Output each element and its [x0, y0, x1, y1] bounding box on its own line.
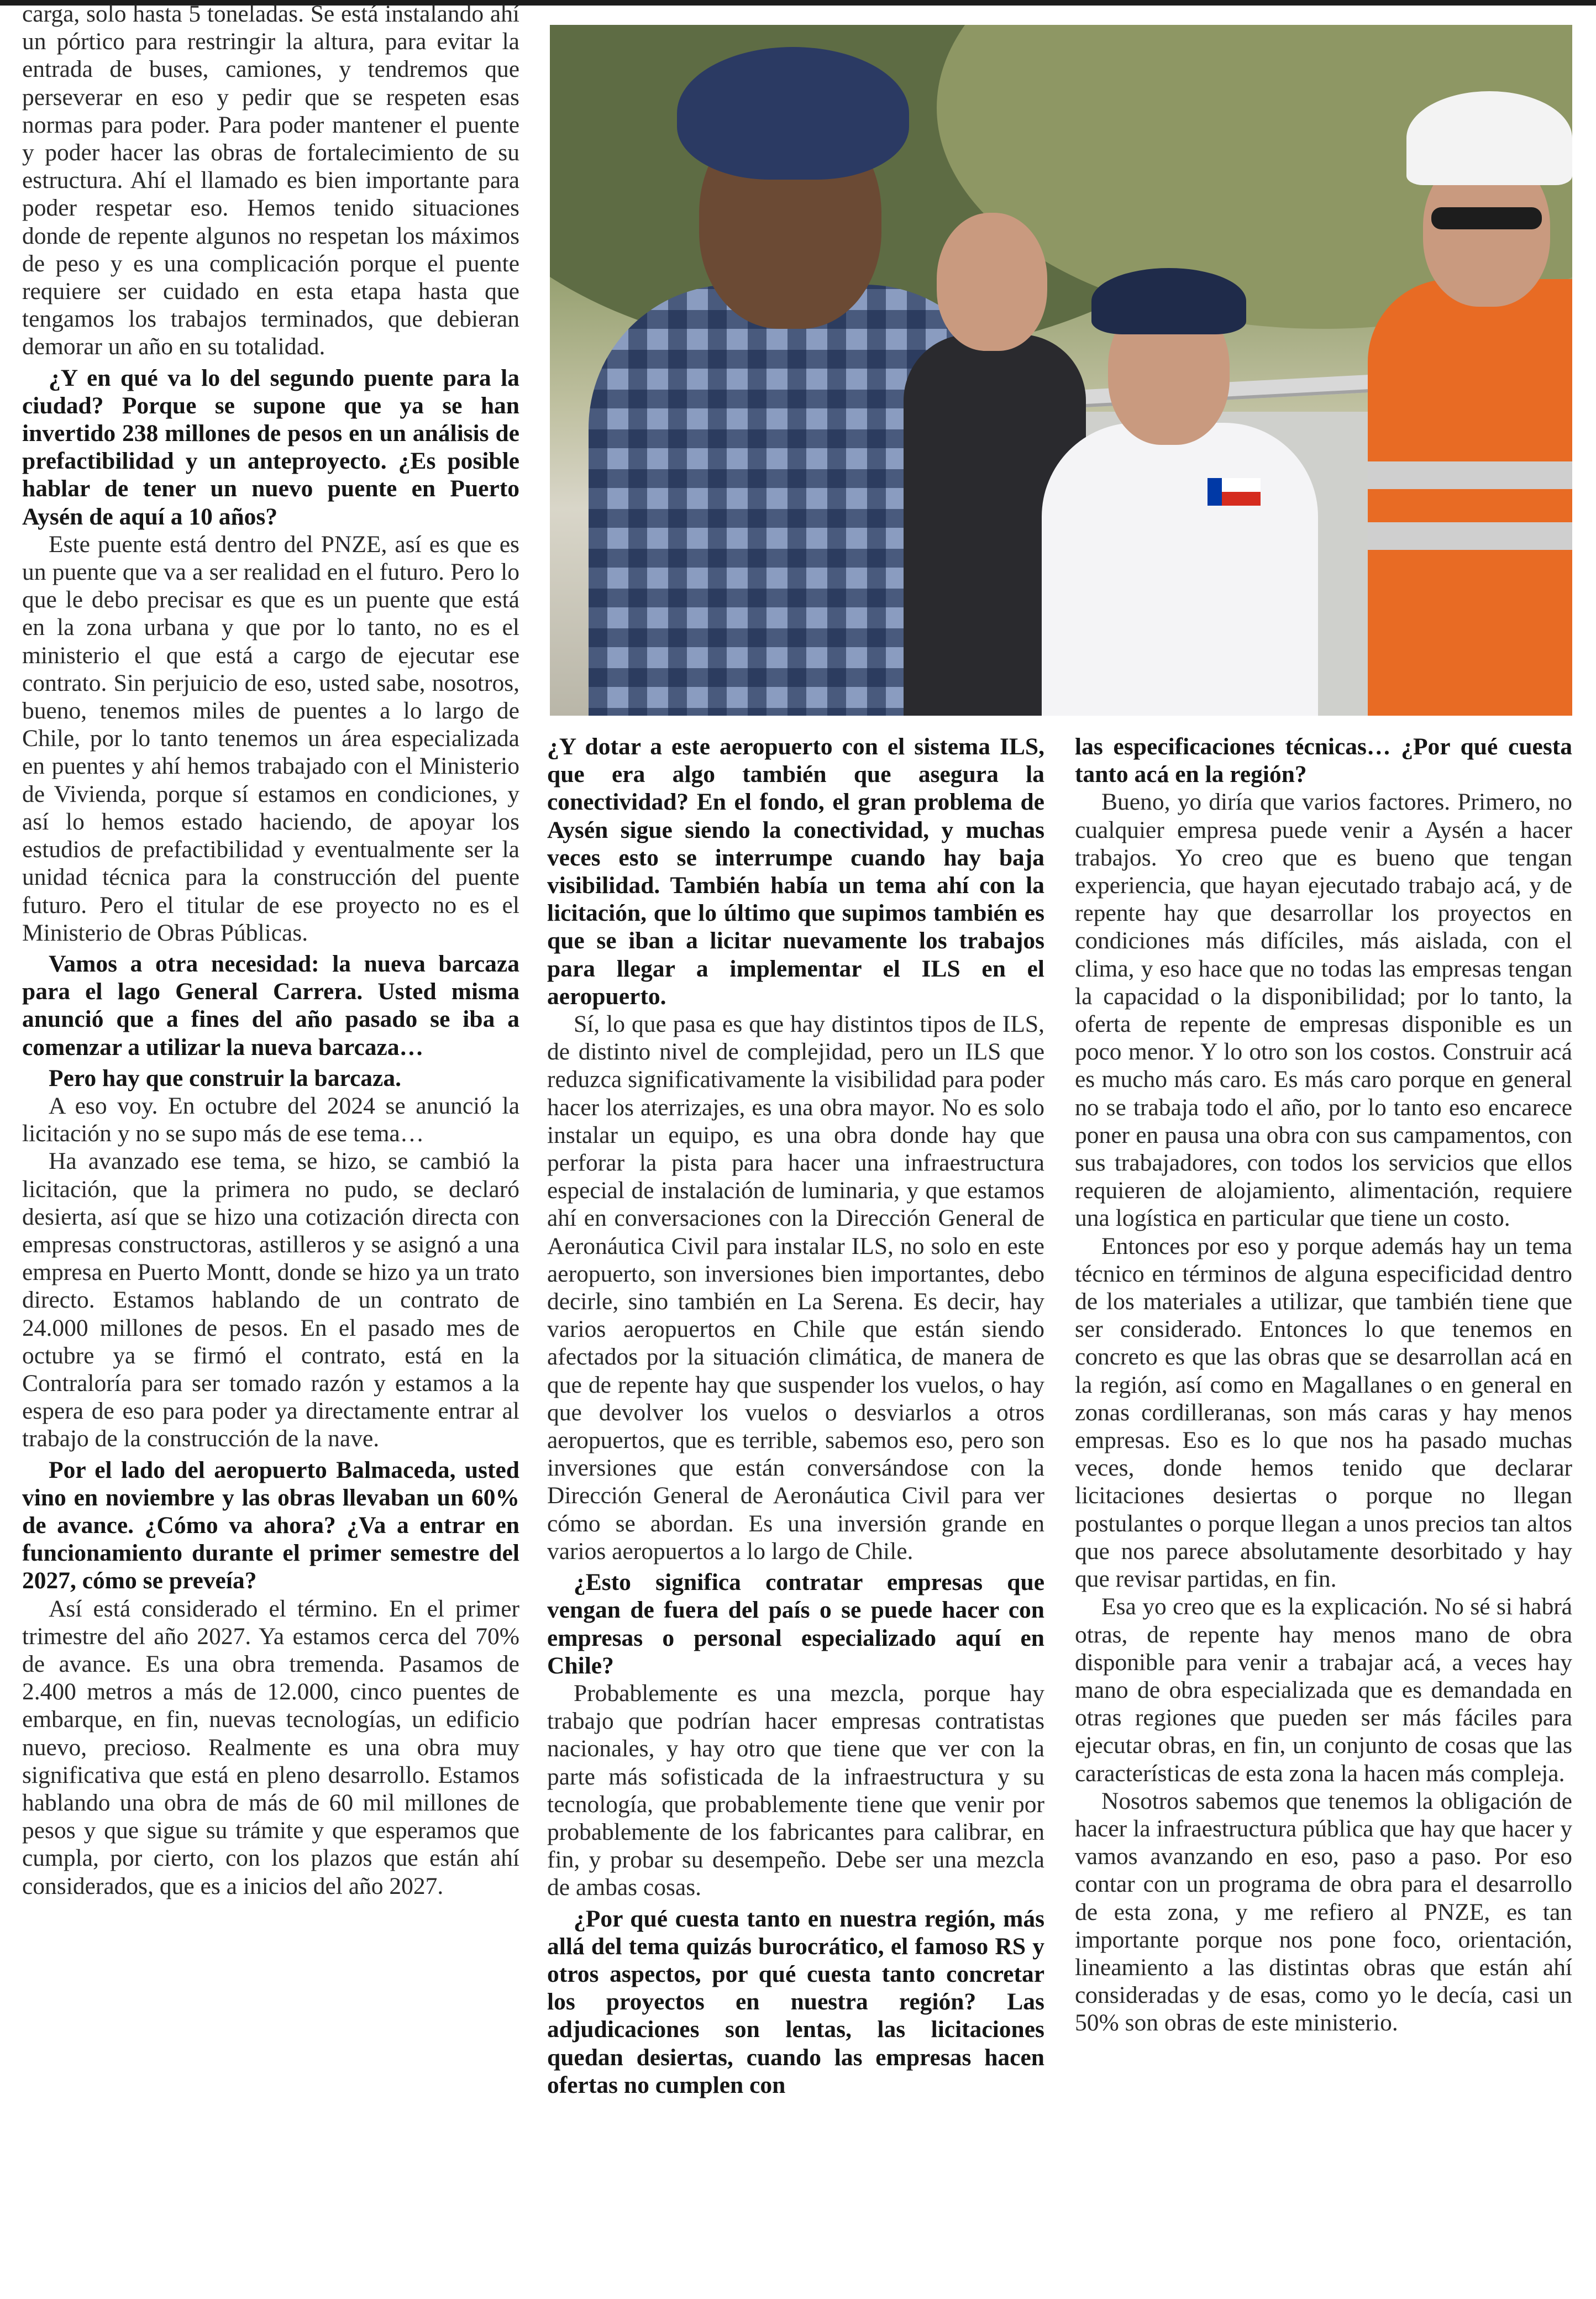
reflective-stripe: [1368, 522, 1572, 550]
reflective-stripe: [1368, 461, 1572, 489]
baseball-cap-icon: [1091, 268, 1246, 334]
interview-question: Vamos a otra necesidad: la nueva barcaza para el lago General Carrera. Usted misma anunció que a fines del año pasado se iba a comenzar a utilizar la nueva barcaza…: [22, 950, 519, 1061]
article-column-3: [1075, 729, 1572, 2037]
interview-question: ¿Y dotar a este aeropuerto con el sistema ILS, que era algo también que asegura la conectividad? En el fondo, el gran problema de Aysén sigue siendo la conectividad, y muchas veces esto se interrumpe cuando hay baja visibilidad. También había un tema ahí con la licitación, que lo último que supimos también es que se iban a licitar nuevamente los trabajos para llegar a implementar el ILS en el aeropuerto.: [547, 733, 1044, 1010]
interview-question: Por el lado del aeropuerto Balmaceda, usted vino en noviembre y las obras llevaban un 60% de avance. ¿Cómo va ahora? ¿Va a entrar en funcionamiento durante el primer semestre del 2027, cómo se preveía?: [22, 1456, 519, 1594]
interview-question: Pero hay que construir la barcaza.: [49, 1064, 401, 1091]
interview-answer: Este puente está dentro del PNZE, así es que es un puente que va a ser realidad en el futuro. Pero lo que le debo precisar es que es un puente que está en la zona urbana y que por lo tanto, no es el ministerio el que está a cargo de ejecutar ese contrato. Sin perjuicio de eso, usted sabe, nosotros, bueno, tenemos miles de puentes a lo largo de Chile, por lo tanto tenemos un área especializada en puentes y ahí hemos trabajado con el Ministerio de Vivienda, porque sí estamos en condiciones, y así lo hemos estado haciendo, de apoyar los estudios de prefactibilidad y eventualmente ser la unidad técnica para la construcción del puente futuro. Pero el titular de ese proyecto no es el Ministerio de Obras Públicas.: [22, 531, 519, 946]
interview-answer: Nosotros sabemos que tenemos la obligación de hacer la infraestructura pública que hay que hacer y vamos avanzando en eso, paso a paso. Por eso contar con un programa de obra para el desarrollo de esta zona, y me refiero al PNZE, es tan importante porque nos pone foco, orientación, lineamiento a las distintas obras que están ahí consideradas y de esas, como yo le decía, casi un 50% son obras de este ministerio.: [1075, 1787, 1572, 2036]
flag-badge-icon: [1208, 478, 1261, 506]
interview-answer: Bueno, yo diría que varios factores. Primero, no cualquier empresa puede venir a Aysén a hacer trabajos. Yo creo que es bueno que tengan experiencia, que hayan ejecutado trabajo acá, y de repente hay que desarrollar los proyectos en condiciones más difíciles, más aislada, con el clima, y eso hace que no todas las empresas tengan la capacidad o la disponibilidad; por lo tanto, la oferta de repente de empresas disponible es un poco menor. Y lo otro son los costos. Construir acá es mucho más caro. Es más caro porque en general no se trabaja todo el año, por lo tanto eso encarece poner en pausa una obra con sus campamentos, con sus trabajadores, con todos los servicios que ellos requieren de alojamiento, alimentación, requiere una logística en particular que tiene un costo.: [1075, 789, 1572, 1232]
interview-question: ¿Esto significa contratar empresas que vengan de fuera del país o se puede hacer con empresas o personal especializado aquí en Chile?: [547, 1569, 1044, 1679]
interview-answer: Esa yo creo que es la explicación. No sé si habrá otras, de repente hay menos mano de obra disponible para venir a trabajar acá, a veces hay mano de obra especializada que es demandada en otras regiones que pueden ser más fáciles para ejecutar obras, en fin, un conjunto de cosas que las características de esta zona la hacen más compleja.: [1075, 1593, 1572, 1787]
sunglasses-icon: [1431, 207, 1542, 229]
article-column-1: [22, 0, 519, 1900]
white-shirt: [1042, 423, 1318, 716]
interview-answer: Entonces por eso y porque además hay un tema técnico en términos de alguna especificidad dentro de los materiales a utilizar, que también tiene que ser considerado. Entonces lo que tenemos en concreto es que las obras que se desarrollan acá en la región, así como en Magallanes o en general en zonas cordilleranas, son más caras y hay menos empresas. Eso es lo que nos ha pasado muchas veces, donde hemos tenido que declarar licitaciones desiertas o porque no llegan postulantes o porque llegan a unos precios tan altos que nos parece absolutamente desorbitado y hay que revisar partidas, en fin.: [1075, 1232, 1572, 1593]
interview-answer: Probablemente es una mezcla, porque hay trabajo que podrían hacer empresas contratistas nacionales, y hay otro que tiene que ver con la parte más sofisticada de la infraestructura y su tecnología, que probablemente tiene que venir por probablemente de los fabricantes para calibrar, en fin, y probar su desempeño. Debe ser una mezcla de ambas cosas.: [547, 1679, 1044, 1901]
flat-cap-icon: [677, 47, 909, 180]
hard-hat-icon: [1406, 91, 1572, 185]
orange-safety-vest: [1368, 279, 1572, 716]
interview-answer: Así está considerado el término. En el primer trimestre del año 2027. Ya estamos cerca del 70% de avance. Es una obra tremenda. Pasamos de 2.400 metros a más de 12.000, cinco puentes de embarque, en fin, nuevas tecnologías, un edificio nuevo, precioso. Realmente es una obra muy significativa que está en pleno desarrollo. Estamos hablando una obra de más de 60 mil millones de pesos y que sigue su trámite y que esperamos que cumpla, por cierto, con los plazos que están ahí considerados, que es a inicios del año 2027.: [22, 1595, 519, 1899]
man-orange-vest: [1368, 69, 1572, 716]
interview-answer: Ha avanzado ese tema, se hizo, se cambió la licitación, que la primera no pudo, se declaró desierta, así que se hizo una cotización directa con empresas constructoras, astilleros y se asignó a una empresa en Puerto Montt, donde se hizo ya un trato directo. Estamos hablando de un contrato de 24.000 millones de pesos. En el pasado mes de octubre ya se firmó el contrato, está en la Contraloría para ser tomado razón y estamos a la espera de eso para poder ya directamente entrar al trabajo de la construcción de la nave.: [22, 1148, 519, 1452]
interview-question: las especificaciones técnicas… ¿Por qué cuesta tanto acá en la región?: [1075, 733, 1572, 788]
interview-answer: Sí, lo que pasa es que hay distintos tipos de ILS, de distinto nivel de complejidad, pero un ILS que reduzca significativamente la visibilidad para poder hacer los aterrizajes, es una obra mayor. No es solo instalar un equipo, es una obra donde hay que perforar la pista para hacer una infraestructura especial de instalación de luminaria, y que estamos ahí en conversaciones con la Dirección General de Aeronáutica Civil para instalar ILS, no solo en este aeropuerto, son inversiones bien importantes, debo decirle, sino también en La Serena. Es decir, hay varios aeropuertos en Chile que están siendo afectados por la situación climática, de manera de que de repente hay que suspender los vuelos, o hay que devolver los vuelos o desviarlos a otros aeropuertos, que es terrible, sabemos eso, pero son inversiones que están conversándose con la Dirección General de Aeronáutica Civil para ver cómo se abordan. Es una inversión grande en varios aeropuertos a lo largo de Chile.: [547, 1011, 1044, 1565]
interview-question: ¿Y en qué va lo del segundo puente para la ciudad? Porque se supone que ya se han invertido 238 millones de pesos en un análisis de prefactibilidad y un anteproyecto. ¿Es posible hablar de tener un nuevo puente en Puerto Aysén de aquí a 10 años?: [22, 364, 519, 530]
photo-officials-at-bridge-site: [550, 25, 1572, 716]
interview-question: ¿Por qué cuesta tanto en nuestra región, más allá del tema quizás burocrático, el famoso RS y otros aspectos, por qué cuesta tanto concretar los proyectos en nuestra región? Las adjudicaciones son lentas, las licitaciones quedan desiertas, cuando las empresas hacen ofertas no cumplen con: [547, 1905, 1044, 2098]
interview-answer: carga, solo hasta 5 toneladas. Se está instalando ahí un pórtico para restringir la altura, para evitar la entrada de buses, camiones, y tendremos que perseverar en eso y pedir que se respeten esas normas para poder. Para poder mantener el puente y poder hacer las obras de fortalecimiento de su estructura. Ahí el llamado es bien importante para poder respetar eso. Hemos tenido situaciones donde de repente algunos no respetan los máximos de peso y es una complicación porque el puente requiere ser cuidado en esta etapa hasta que tengamos los trabajos terminados, que debieran demorar un año en su totalidad.: [22, 1, 519, 360]
woman-white-shirt: [1025, 257, 1335, 716]
interview-answer: A eso voy. En octubre del 2024 se anunció la licitación y no se supo más de ese tema…: [22, 1092, 519, 1147]
article-column-2: [547, 729, 1044, 2099]
